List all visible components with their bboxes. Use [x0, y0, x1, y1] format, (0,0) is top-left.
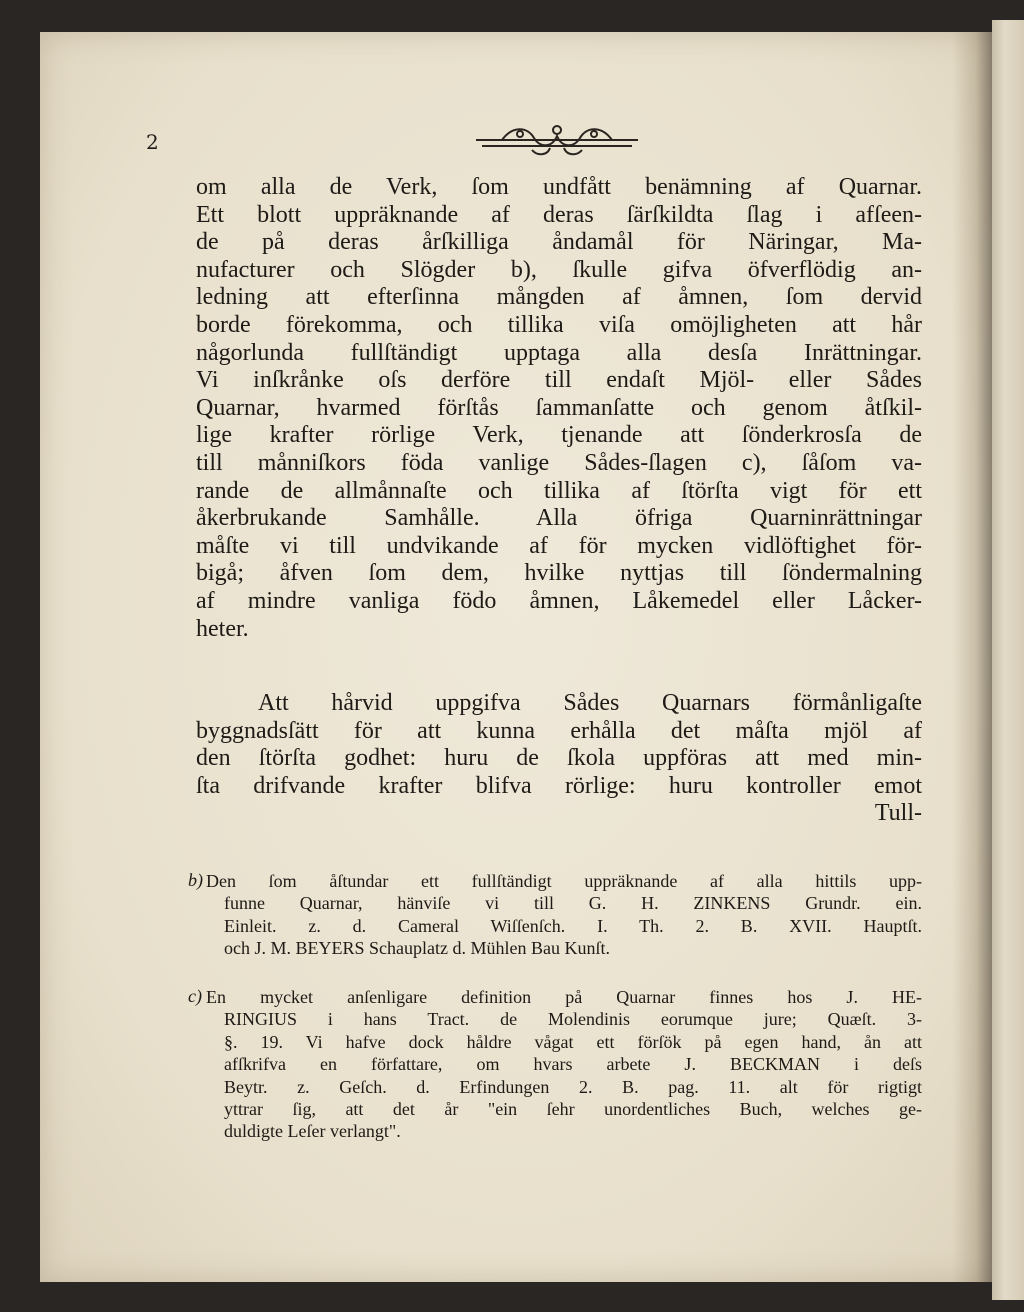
text-line: borde förekomma, och tillika viſa omöjligheten att hår: [196, 311, 922, 338]
catchword: Tull-: [874, 800, 922, 827]
text-line: ledning att efterſinna mångden af åmnen, ſom dervid: [196, 284, 922, 311]
footnote-line: En mycket anſenligare definition på Quarnar finnes hos J. HE-: [206, 987, 922, 1007]
text-line: bigå; åfven ſom dem, hvilke nyttjas till ſöndermalning: [196, 560, 922, 587]
text-line: måſte vi till undvikande af för mycken vidlöftighet för-: [196, 532, 922, 559]
text-line: någorlunda fullſtändigt upptaga alla desſa Inrättningar.: [196, 339, 922, 366]
text-line: Quarnar, hvarmed förſtås ſammanſatte och genom åtſkil-: [196, 394, 922, 421]
footnote-marker: c): [188, 986, 202, 1006]
next-page-edge: [992, 20, 1024, 1300]
footnote-line: §. 19. Vi hafve dock håldre vågat ett förſök på egen hand, ån att: [224, 1031, 922, 1052]
text-line: de på deras årſkilliga åndamål för Näringar, Ma-: [196, 229, 922, 256]
text-line: byggnadsſätt för att kunna erhålla det måſta mjöl af: [196, 717, 922, 744]
footnote-marker: b): [188, 870, 203, 890]
paragraph-1: [196, 174, 922, 643]
text-line: heter.: [196, 615, 249, 642]
text-line: Vi inſkrånke oſs derföre till endaſt Mjöl- eller Sådes: [196, 367, 922, 394]
footnote-b: [188, 870, 922, 960]
paragraph-2: [196, 690, 922, 828]
text-line: den ſtörſta godhet: huru de ſkola uppföras att med min-: [196, 745, 922, 772]
footnote-c: [188, 986, 922, 1143]
footnote-line: duldigte Leſer verlangt".: [224, 1121, 401, 1142]
text-line: Ett blott uppräknande af deras ſärſkildta ſlag i afſeen-: [196, 201, 922, 228]
text-line: om alla de Verk, ſom undfått benämning af Quarnar.: [196, 174, 922, 200]
text-line: Att hårvid uppgifva Sådes Quarnars förmånligaſte: [258, 690, 922, 716]
footnote-line: afſkrifva en författare, om hvars arbete J. BECKMAN i deſs: [224, 1054, 922, 1075]
footnote-line: Den ſom åſtundar ett fullſtändigt uppräknande af alla hittils upp-: [206, 871, 922, 891]
text-line: lige krafter rörlige Verk, tjenande att ſönderkrosſa de: [196, 422, 922, 449]
text-line: till månniſkors föda vanlige Sådes-ſlagen c), ſåſom va-: [196, 449, 922, 476]
text-line: ſta drifvande krafter blifva rörlige: huru kontroller emot: [196, 772, 922, 799]
footnote-line: Einleit. z. d. Cameral Wiſſenſch. I. Th. 2. B. XVII. Hauptſt.: [224, 915, 922, 936]
page-gutter-shadow: [952, 32, 992, 1282]
text-line: af mindre vanliga födo åmnen, Låkemedel eller Låcker-: [196, 587, 922, 614]
text-line: rande de allmånnaſte och tillika af ſtörſta vigt för ett: [196, 477, 922, 504]
text-line: åkerbrukande Samhålle. Alla öfriga Quarninrättningar: [196, 505, 922, 532]
footnote-line: funne Quarnar, hänviſe vi till G. H. ZINKENS Grundr. ein.: [224, 893, 922, 914]
text-line: nufacturer och Slögder b), ſkulle gifva öfverflödig an-: [196, 256, 922, 283]
ornament-icon: [472, 120, 642, 158]
footnote-line: yttrar ſig, att det år "ein ſehr unordentliches Buch, welches ge-: [224, 1098, 922, 1119]
footnote-line: RINGIUS i hans Tract. de Molendinis eorumque jure; Quæſt. 3-: [224, 1009, 922, 1030]
page-number: 2: [146, 130, 159, 154]
footnote-line: och J. M. BEYERS Schauplatz d. Mühlen Bau Kunſt.: [224, 938, 610, 959]
footnote-line: Beytr. z. Geſch. d. Erfindungen 2. B. pag. 11. alt för rigtigt: [224, 1076, 922, 1097]
